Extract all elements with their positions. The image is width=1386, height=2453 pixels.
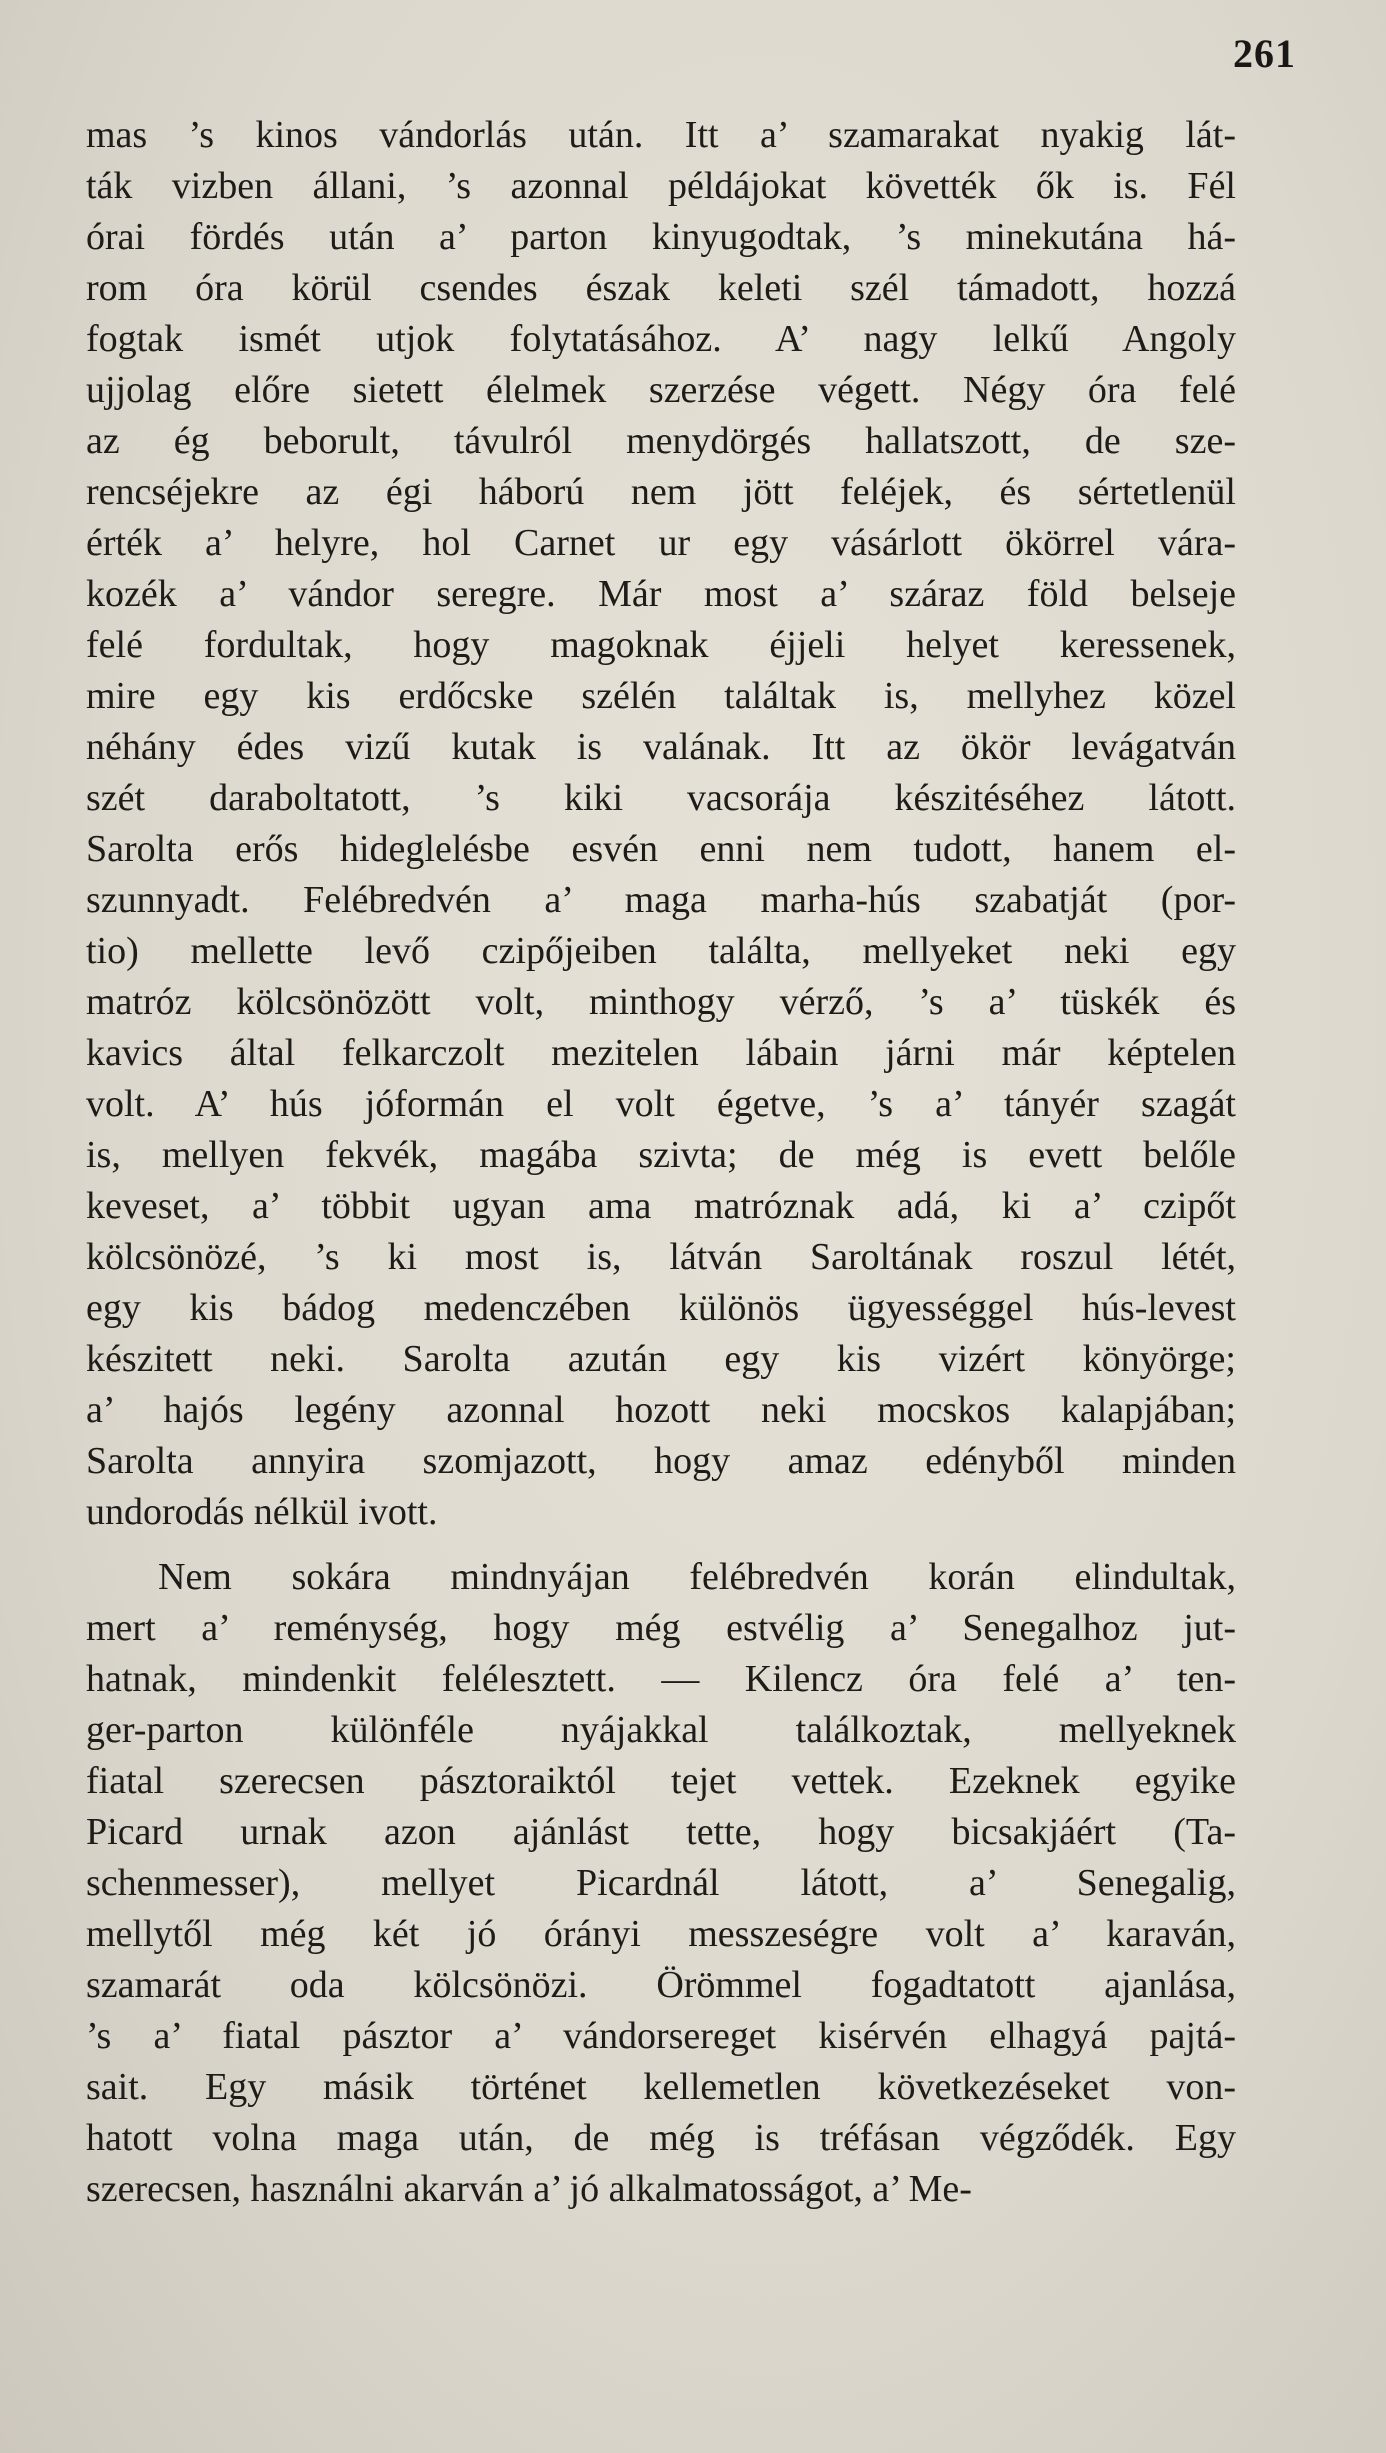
text-line: ták vizben állani, ’s azonnal példájokat követték ők is. Fél xyxy=(86,165,1236,207)
text-line: undorodás nélkül ivott. xyxy=(86,1491,438,1533)
text-line: szunnyadt. Felébredvén a’ maga marha-hús szabatját (por- xyxy=(86,879,1236,921)
text-line: Nem sokára mindnyájan felébredvén korán elindultak, xyxy=(158,1556,1236,1598)
text-line: mire egy kis erdőcske szélén találtak is, mellyhez közel xyxy=(86,675,1236,717)
text-line: Sarolta annyira szomjazott, hogy amaz edényből minden xyxy=(86,1440,1236,1482)
page-number: 261 xyxy=(1233,31,1296,76)
text-line: volt. A’ hús jóformán el volt égetve, ’s a’ tányér szagát xyxy=(86,1083,1236,1125)
text-line: Sarolta erős hideglelésbe esvén enni nem tudott, hanem el- xyxy=(86,828,1236,870)
text-line: ’s a’ fiatal pásztor a’ vándorsereget kisérvén elhagyá pajtá- xyxy=(86,2015,1236,2057)
text-line: sait. Egy másik történet kellemetlen következéseket von- xyxy=(86,2066,1236,2108)
text-line: fiatal szerecsen pásztoraiktól tejet vettek. Ezeknek egyike xyxy=(86,1760,1236,1802)
paragraph-gap xyxy=(86,1538,1236,1552)
text-line: rom óra körül csendes észak keleti szél támadott, hozzá xyxy=(86,267,1236,309)
text-line: tio) mellette levő czipőjeiben találta, mellyeket neki egy xyxy=(86,930,1236,972)
text-line: felé fordultak, hogy magoknak éjjeli helyet keressenek, xyxy=(86,624,1236,666)
text-line: matróz kölcsönözött volt, minthogy vérző, ’s a’ tüskék és xyxy=(86,981,1236,1023)
text-line: kavics által felkarczolt mezitelen lábain járni már képtelen xyxy=(86,1032,1236,1074)
text-line: hatnak, mindenkit felélesztett. — Kilencz óra felé a’ ten- xyxy=(86,1658,1236,1700)
text-line: kölcsönözé, ’s ki most is, látván Saroltának roszul létét, xyxy=(86,1236,1236,1278)
text-line: egy kis bádog medenczében különös ügyességgel hús-levest xyxy=(86,1287,1236,1329)
text-line: schenmesser), mellyet Picardnál látott, a’ Senegalig, xyxy=(86,1862,1236,1904)
text-line: szerecsen, használni akarván a’ jó alkalmatosságot, a’ Me- xyxy=(86,2168,972,2210)
text-line: készitett neki. Sarolta azután egy kis vizért könyörge; xyxy=(86,1338,1236,1380)
text-line: a’ hajós legény azonnal hozott neki mocskos kalapjában; xyxy=(86,1389,1236,1431)
text-line: néhány édes vizű kutak is valának. Itt az ökör levágatván xyxy=(86,726,1236,768)
text-line: mas ’s kinos vándorlás után. Itt a’ szamarakat nyakig lát- xyxy=(86,114,1236,156)
paragraph xyxy=(86,1552,1236,2215)
text-line: rencséjekre az égi háború nem jött feléjek, és sértetlenül xyxy=(86,471,1236,513)
paragraph xyxy=(86,110,1236,1538)
text-line: keveset, a’ többit ugyan ama matróznak adá, ki a’ czipőt xyxy=(86,1185,1236,1227)
text-line: szamarát oda kölcsönözi. Örömmel fogadtatott ajanlása, xyxy=(86,1964,1236,2006)
text-line: az ég beborult, távulról menydörgés hallatszott, de sze- xyxy=(86,420,1236,462)
text-line: szét daraboltatott, ’s kiki vacsorája készitéséhez látott. xyxy=(86,777,1236,819)
text-line: is, mellyen fekvék, magába szivta; de még is evett belőle xyxy=(86,1134,1236,1176)
text-line: Picard urnak azon ajánlást tette, hogy bicsakjáért (Ta- xyxy=(86,1811,1236,1853)
text-line: ujjolag előre sietett élelmek szerzése végett. Négy óra felé xyxy=(86,369,1236,411)
text-line: ger-parton különféle nyájakkal találkoztak, mellyeknek xyxy=(86,1709,1236,1751)
body-text xyxy=(86,110,1236,2215)
text-line: kozék a’ vándor seregre. Már most a’ száraz föld belseje xyxy=(86,573,1236,615)
text-line: fogtak ismét utjok folytatásához. A’ nagy lelkű Angoly xyxy=(86,318,1236,360)
text-line: órai fördés után a’ parton kinyugodtak, ’s minekutána há- xyxy=(86,216,1236,258)
text-line: mellytől még két jó órányi messzeségre volt a’ karaván, xyxy=(86,1913,1236,1955)
text-line: érték a’ helyre, hol Carnet ur egy vásárlott ökörrel vára- xyxy=(86,522,1236,564)
text-line: hatott volna maga után, de még is tréfásan végződék. Egy xyxy=(86,2117,1236,2159)
text-line: mert a’ reménység, hogy még estvélig a’ Senegalhoz jut- xyxy=(86,1607,1236,1649)
